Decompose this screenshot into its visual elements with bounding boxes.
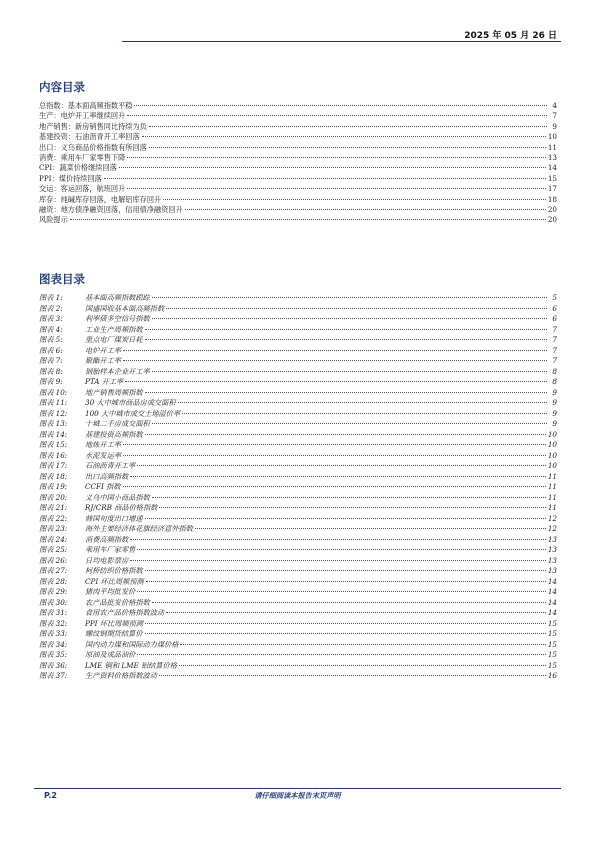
figure-title: 国内动力煤和国际动力煤价格: [85, 639, 179, 649]
contents-title: 内容目录: [39, 80, 85, 94]
figure-page-number: 11: [547, 471, 557, 481]
figure-page-number: 7: [552, 356, 557, 365]
toc-entry[interactable]: [39, 132, 557, 142]
toc-dot-leader: [152, 423, 547, 424]
toc-page-number: 7: [552, 111, 557, 121]
figure-entry[interactable]: [39, 293, 557, 304]
toc-dot-leader: [137, 591, 546, 592]
toc-dot-leader: [130, 476, 546, 477]
toc-dot-leader: [137, 654, 546, 655]
figure-page-number: 10: [547, 461, 557, 470]
figure-entry[interactable]: [39, 335, 557, 346]
figure-title: 消费高频指数: [85, 534, 129, 544]
figure-page-number: 15: [547, 650, 557, 659]
figure-page-number: 9: [552, 398, 557, 407]
figure-entry[interactable]: [39, 388, 557, 399]
figure-page-number: 9: [552, 419, 557, 428]
toc-dot-leader: [145, 339, 547, 340]
figure-entry-text: [39, 314, 150, 325]
figure-page-number: 11: [547, 492, 557, 502]
figure-entry-text: [39, 619, 143, 630]
figure-entry-text: [39, 377, 123, 388]
toc-page-number: 20: [547, 215, 557, 225]
toc-entry[interactable]: [39, 205, 557, 215]
figure-entry[interactable]: [39, 440, 557, 451]
figure-number: 图表 9:: [39, 377, 63, 386]
footer-page-number: P.2: [44, 791, 57, 800]
figure-entry[interactable]: [39, 461, 557, 472]
figure-entry-text: [39, 535, 128, 546]
toc-entry-label: 库存：纯碱库存回落，电解铝库存回升: [39, 194, 162, 204]
figure-page-number: 13: [547, 534, 557, 544]
toc-entry-label: 交运：客运回落，航班回升: [39, 184, 126, 194]
toc-dot-leader: [152, 497, 546, 498]
figure-title: 100 大中城市成交土地溢价率: [85, 408, 181, 418]
figure-title: 基建投资高频指数: [85, 429, 143, 439]
toc-dot-leader: [145, 623, 546, 624]
toc-page-number: 11: [547, 142, 557, 152]
figure-number: 图表 30:: [39, 597, 68, 607]
toc-dot-leader: [123, 350, 547, 351]
toc-dot-leader: [123, 360, 547, 361]
toc-entry-label: 总指数：基本面高频指数平稳: [39, 101, 133, 110]
header-rule: [122, 41, 561, 42]
figure-entry[interactable]: [39, 419, 557, 430]
figure-number: 图表 36:: [39, 660, 68, 670]
figure-entry-text: [39, 556, 128, 567]
toc-dot-leader: [104, 178, 546, 179]
figure-number: 图表 25:: [39, 545, 68, 554]
toc-dot-leader: [137, 549, 546, 550]
toc-page-number: 17: [547, 184, 557, 194]
figure-number: 图表 19:: [39, 482, 68, 491]
figure-entry[interactable]: [39, 598, 557, 609]
figure-entry[interactable]: [39, 503, 557, 514]
figure-entry[interactable]: [39, 650, 557, 661]
figure-number: 图表 37:: [39, 671, 68, 680]
figure-page-number: 7: [552, 324, 557, 334]
figure-number: 图表 24:: [39, 534, 68, 544]
figure-entry-text: [39, 545, 135, 556]
figure-entry-text: [39, 346, 121, 357]
figure-entry[interactable]: [39, 356, 557, 367]
figure-number: 图表 32:: [39, 618, 68, 628]
figure-entry[interactable]: [39, 661, 557, 672]
toc-entry[interactable]: [39, 111, 557, 121]
figure-page-number: 8: [552, 377, 557, 386]
toc-entry[interactable]: [39, 174, 557, 184]
toc-entry[interactable]: [39, 195, 557, 205]
toc-dot-leader: [123, 455, 546, 456]
figure-entry[interactable]: [39, 325, 557, 336]
figure-page-number: 12: [547, 513, 557, 523]
figure-title: RJ/CRB 商品价格指数: [85, 503, 158, 512]
figure-title: CCFI 指数: [85, 482, 121, 491]
figure-title: 石油沥青开工率: [85, 461, 136, 470]
figure-entry-text: [39, 503, 157, 514]
figure-number: 图表 6:: [39, 345, 63, 355]
figure-page-number: 10: [547, 440, 557, 449]
figure-entry-text: [39, 430, 143, 441]
figure-number: 图表 28:: [39, 576, 68, 586]
toc-dot-leader: [152, 297, 547, 298]
figure-page-number: 9: [552, 387, 557, 397]
header-date: 2025 年 05 月 26 日: [464, 31, 557, 41]
toc-entry[interactable]: [39, 153, 557, 163]
figure-page-number: 15: [547, 639, 557, 649]
figure-entry[interactable]: [39, 409, 557, 420]
figure-entry-text: [39, 472, 128, 483]
figure-title: 猪肉平均批发价: [85, 587, 136, 596]
figure-page-number: 8: [552, 366, 557, 376]
figure-entry-text: [39, 325, 143, 336]
figure-number: 图表 31:: [39, 608, 68, 617]
figure-page-number: 7: [552, 345, 557, 355]
figure-title: 地炼开工率: [85, 440, 121, 449]
figure-number: 图表 10:: [39, 387, 68, 397]
toc-page-number: 10: [547, 132, 557, 142]
figure-number: 图表 27:: [39, 566, 68, 575]
figure-title: 韩国旬度出口增速: [85, 513, 143, 523]
toc-entry[interactable]: [39, 122, 557, 132]
figure-number: 图表 5:: [39, 335, 63, 344]
figure-title: 电炉开工率: [85, 345, 121, 355]
figure-number: 图表 22:: [39, 513, 68, 523]
toc-dot-leader: [145, 329, 547, 330]
contents-list: [39, 101, 557, 226]
toc-entry-label: 出口：义乌商品价格指数有所回落: [39, 142, 147, 152]
figure-title: LME 铜和 LME 铝结算价格: [85, 660, 177, 670]
figure-entry-text: [39, 598, 150, 609]
toc-dot-leader: [166, 308, 547, 309]
figure-page-number: 10: [547, 450, 557, 460]
figure-entry-text: [39, 293, 150, 304]
figure-entry[interactable]: [39, 566, 557, 577]
figure-number: 图表 4:: [39, 324, 63, 334]
toc-entry-label: PPI：煤价持续回落: [39, 173, 102, 183]
toc-dot-leader: [127, 188, 546, 189]
figure-title: 30 大中城市商品房成交面积: [85, 398, 176, 407]
toc-dot-leader: [125, 381, 547, 382]
figure-number: 图表 12:: [39, 408, 68, 418]
figure-number: 图表 29:: [39, 587, 68, 596]
figure-number: 图表 26:: [39, 555, 68, 565]
figure-number: 图表 16:: [39, 450, 68, 460]
toc-page-number: 18: [547, 194, 557, 204]
toc-dot-leader: [127, 157, 546, 158]
figure-page-number: 16: [547, 671, 557, 680]
figure-entry[interactable]: [39, 377, 557, 388]
figure-number: 图表 15:: [39, 440, 68, 449]
figure-entry-text: [39, 566, 143, 577]
toc-entry-label: 基建投资：石油沥青开工率回落: [39, 132, 140, 142]
figure-page-number: 14: [547, 608, 557, 617]
figure-title: 乘用车厂家零售: [85, 545, 136, 554]
figure-title: 柯桥纺织价格指数: [85, 566, 143, 575]
figure-title: PPI 环比周频预测: [85, 618, 143, 628]
toc-dot-leader: [119, 167, 546, 168]
figure-number: 图表 7:: [39, 356, 63, 365]
figure-entry[interactable]: [39, 430, 557, 441]
figure-entry-text: [39, 587, 135, 598]
figure-number: 图表 14:: [39, 429, 68, 439]
toc-dot-leader: [182, 413, 547, 414]
figure-title: 钢胎样本企业开工率: [85, 366, 150, 376]
toc-entry[interactable]: [39, 143, 557, 153]
figure-entry-text: [39, 461, 135, 472]
toc-entry[interactable]: [39, 163, 557, 173]
figure-entry[interactable]: [39, 619, 557, 630]
toc-dot-leader: [152, 318, 547, 319]
figure-entry[interactable]: [39, 629, 557, 640]
figure-entry-text: [39, 524, 193, 535]
toc-entry-label: 消费：乘用车厂家零售下降: [39, 152, 126, 162]
figure-page-number: 10: [547, 429, 557, 439]
toc-dot-leader: [70, 219, 546, 220]
toc-dot-leader: [130, 539, 546, 540]
figure-entry-text: [39, 640, 178, 651]
figure-entry[interactable]: [39, 482, 557, 493]
figures-title: 图表目录: [39, 272, 85, 286]
figure-title: 义乌中国小商品指数: [85, 492, 150, 502]
toc-dot-leader: [195, 528, 546, 529]
figure-number: 图表 11:: [39, 398, 68, 407]
figure-entry-text: [39, 367, 150, 378]
toc-page-number: 14: [547, 163, 557, 173]
figure-entry-text: [39, 608, 164, 619]
toc-dot-leader: [130, 560, 546, 561]
figure-entry[interactable]: [39, 640, 557, 651]
figure-page-number: 9: [552, 408, 557, 418]
figure-title: 重点电厂煤炭日耗: [85, 335, 143, 344]
figure-entry[interactable]: [39, 587, 557, 598]
figure-number: 图表 34:: [39, 639, 68, 649]
figure-entry-text: [39, 419, 150, 430]
toc-dot-leader: [145, 434, 546, 435]
toc-dot-leader: [149, 126, 547, 127]
figure-entry[interactable]: [39, 535, 557, 546]
figure-title: 原油及成品油价: [85, 650, 136, 659]
figure-number: 图表 17:: [39, 461, 68, 470]
toc-dot-leader: [137, 465, 546, 466]
figure-entry-text: [39, 577, 144, 588]
toc-dot-leader: [145, 633, 546, 634]
figure-entry[interactable]: [39, 514, 557, 525]
figure-entry[interactable]: [39, 314, 557, 325]
figure-entry[interactable]: [39, 524, 557, 535]
figure-page-number: 13: [547, 555, 557, 565]
figure-page-number: 5: [552, 293, 557, 302]
figure-entry-text: [39, 304, 164, 315]
figure-page-number: 12: [547, 524, 557, 533]
figure-page-number: 14: [547, 587, 557, 596]
figure-title: 工业生产周频指数: [85, 324, 143, 334]
figure-title: 地产销售周频指数: [85, 387, 143, 397]
figure-title: PTA 开工率: [85, 377, 124, 386]
figure-title: 螺纹钢期货结算价: [85, 629, 143, 638]
toc-page-number: 13: [547, 152, 557, 162]
figure-page-number: 13: [547, 545, 557, 554]
figure-number: 图表 3:: [39, 314, 63, 323]
figure-title: 利率债多空信号指数: [85, 314, 150, 323]
figure-entry-text: [39, 451, 121, 462]
toc-dot-leader: [145, 570, 546, 571]
toc-dot-leader: [152, 371, 547, 372]
figure-page-number: 14: [547, 576, 557, 586]
figure-page-number: 14: [547, 597, 557, 607]
figure-title: 基本面高频指数跟踪: [85, 293, 150, 302]
figure-page-number: 13: [547, 566, 557, 575]
figure-title: CPI 环比周频预测: [85, 576, 144, 586]
figure-entry-text: [39, 493, 150, 504]
toc-entry[interactable]: [39, 184, 557, 194]
figure-entry-text: [39, 440, 121, 451]
figure-title: 生产资料价格指数波动: [85, 671, 157, 680]
figure-entry-text: [39, 356, 121, 367]
toc-dot-leader: [145, 392, 547, 393]
figure-number: 图表 18:: [39, 471, 68, 481]
figures-list: [39, 293, 557, 682]
figure-page-number: 11: [547, 482, 557, 491]
toc-dot-leader: [152, 602, 546, 603]
figure-number: 图表 21:: [39, 503, 68, 512]
figure-page-number: 15: [547, 618, 557, 628]
footer-disclaimer: 请仔细阅读本报告末页声明: [254, 791, 341, 800]
figure-number: 图表 20:: [39, 492, 68, 502]
toc-entry-label: 生产：电炉开工率继续回升: [39, 111, 126, 121]
toc-dot-leader: [123, 486, 546, 487]
toc-page-number: 15: [547, 173, 557, 183]
figure-entry-text: [39, 409, 180, 420]
figure-entry-text: [39, 482, 121, 493]
figure-entry[interactable]: [39, 451, 557, 462]
figure-entry-text: [39, 650, 135, 661]
figure-title: 海外主要经济体花旗经济意外指数: [85, 524, 193, 533]
figure-title: 十城二手房成交面积: [85, 419, 150, 428]
toc-dot-leader: [159, 507, 546, 508]
toc-entry[interactable]: [39, 101, 557, 111]
figure-entry[interactable]: [39, 367, 557, 378]
toc-page-number: 20: [547, 204, 557, 214]
figure-title: 国盛国收基本面高频指数: [85, 303, 165, 313]
toc-dot-leader: [166, 612, 546, 613]
figure-title: 出口高频指数: [85, 471, 129, 481]
figure-title: 食用农产品价格指数波动: [85, 608, 165, 617]
figure-entry[interactable]: [39, 545, 557, 556]
toc-dot-leader: [178, 402, 548, 403]
figure-title: 水泥发运率: [85, 450, 121, 460]
figure-title: 聚酯开工率: [85, 356, 121, 365]
figure-page-number: 6: [552, 314, 557, 323]
toc-dot-leader: [179, 665, 546, 666]
toc-page-number: 9: [552, 121, 557, 131]
toc-dot-leader: [185, 209, 546, 210]
figure-page-number: 6: [552, 303, 557, 313]
toc-dot-leader: [123, 444, 546, 445]
figure-number: 图表 13:: [39, 419, 68, 428]
figure-entry-text: [39, 671, 157, 682]
toc-dot-leader: [127, 115, 547, 116]
toc-dot-leader: [180, 644, 545, 645]
toc-dot-leader: [146, 581, 546, 582]
figure-number: 图表 23:: [39, 524, 68, 533]
figure-entry-text: [39, 388, 143, 399]
figure-page-number: 15: [547, 660, 557, 670]
figure-number: 图表 35:: [39, 650, 68, 659]
toc-dot-leader: [134, 105, 547, 106]
figure-entry[interactable]: [39, 608, 557, 619]
toc-dot-leader: [163, 199, 546, 200]
figure-entry-text: [39, 629, 143, 640]
toc-page-number: 4: [552, 101, 557, 110]
toc-entry[interactable]: [39, 215, 557, 225]
figure-entry[interactable]: [39, 398, 557, 409]
figure-number: 图表 8:: [39, 366, 63, 376]
figure-entry-text: [39, 335, 143, 346]
figure-number: 图表 1:: [39, 293, 63, 302]
figure-entry[interactable]: [39, 556, 557, 567]
figure-page-number: 15: [547, 629, 557, 638]
figure-number: 图表 33:: [39, 629, 68, 638]
toc-entry-label: 融资：地方债净融资回落，信用债净融资回升: [39, 204, 183, 214]
figure-entry[interactable]: [39, 577, 557, 588]
toc-entry-label: CPI：蔬菜价格继续回落: [39, 163, 117, 173]
figure-entry[interactable]: [39, 671, 557, 682]
figure-entry[interactable]: [39, 304, 557, 315]
toc-dot-leader: [159, 675, 546, 676]
footer-rule: [34, 788, 561, 789]
toc-entry-label: 风险提示: [39, 215, 68, 225]
figure-page-number: 7: [552, 335, 557, 344]
figure-entry[interactable]: [39, 472, 557, 483]
figure-page-number: 11: [547, 503, 557, 512]
figure-entry[interactable]: [39, 346, 557, 357]
toc-dot-leader: [149, 147, 546, 148]
figure-title: 日均电影票房: [85, 555, 129, 565]
figure-entry-text: [39, 514, 143, 525]
toc-dot-leader: [142, 136, 546, 137]
figure-entry[interactable]: [39, 493, 557, 504]
figure-entry-text: [39, 661, 177, 672]
toc-dot-leader: [145, 518, 546, 519]
figure-title: 农产品批发价格指数: [85, 597, 150, 607]
figure-number: 图表 2:: [39, 303, 63, 313]
toc-entry-label: 地产销售：新房销售同比持续为负: [39, 121, 147, 131]
figure-entry-text: [39, 398, 176, 409]
